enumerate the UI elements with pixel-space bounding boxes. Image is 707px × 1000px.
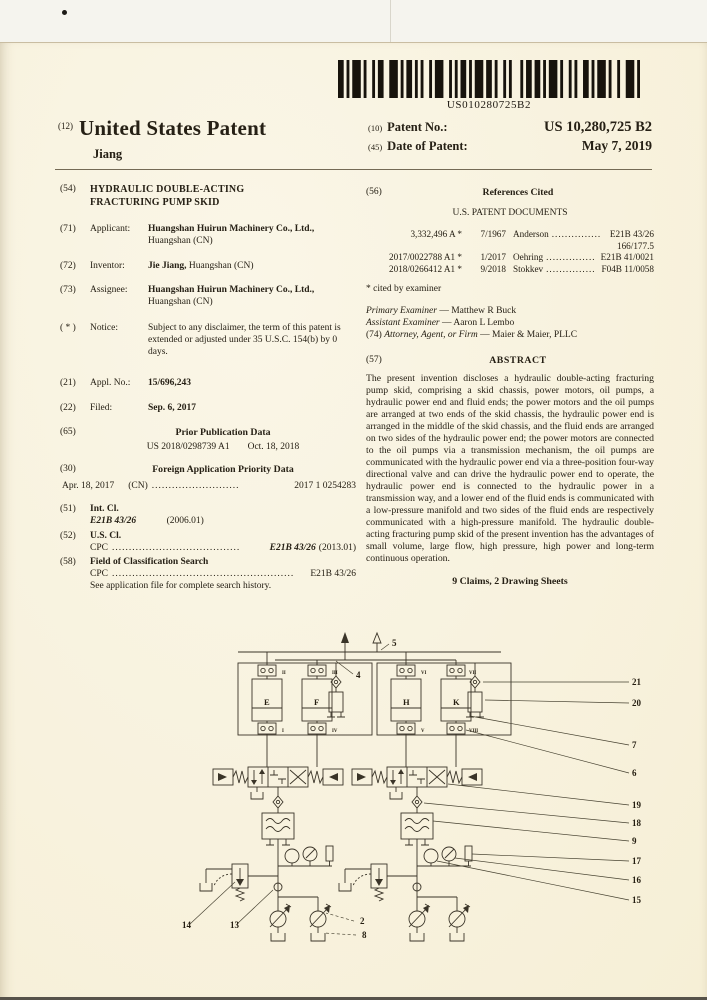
callout-9: 9 — [632, 836, 637, 846]
references-column — [366, 184, 654, 589]
patent-date-row — [368, 138, 652, 154]
callout-5: 5 — [392, 638, 397, 648]
reference-row: 2018/0266412 A1 * 9/2018 Stokkev ............... F04B 11/0058 — [389, 263, 654, 274]
search-heading: Field of Classification Search — [90, 557, 209, 568]
priority-date: Apr. 18, 2017 — [62, 481, 115, 492]
search-cpc-label: CPC — [90, 569, 108, 580]
header-rule — [55, 169, 652, 170]
valve-numeral: IV — [332, 729, 338, 734]
reference-row-continuation: 166/177.5 — [616, 240, 654, 251]
valve-numeral: II — [282, 671, 286, 676]
cylinder-label-H: H — [403, 697, 410, 707]
invention-title-line2: FRACTURING PUMP SKID — [90, 196, 220, 208]
bibliographic-column — [60, 184, 356, 593]
cylinder-label-E: E — [264, 697, 270, 707]
abstract-text: The present invention discloses a hydraulic double-acting fracturing pump skid, comprising a skid chassis, power motors, oil pumps, a hydraulic power end and fluid ends; the power motors and the oil pumps are arranged at two ends of the skid chassis, the hydraulic power end is arranged in the middle of the skid chassis, and the fluid ends are arranged on two sides of the hydraulic power end; the power motors are connected to the oil pumps via a transmission mechanism, the oil pumps are communicated with the hydraulic power end via a three-position four-way directional valve and can drive the hydraulic power end to operate, the hydraulic power end is connected to the hydraulic power in a transmission way, and a lower end of the fluid ends is communicated with a low-pressure manifold and two sides of the fluid ends are respectively communicated with a high-pressure manifold. The hydraulic double-acting fracturing pump skid of the present invention has the advantages of small volume, large flow, high pressure, high power and long-term continuous operation. — [366, 372, 654, 565]
int-cl-version: (2006.01) — [166, 515, 204, 526]
applicant-name: Huangshan Huirun Machinery Co., Ltd., — [148, 224, 315, 234]
valve-numeral: V — [421, 729, 425, 734]
field-22-filed: (22) Filed: Sep. 6, 2017 — [60, 403, 356, 415]
primary-examiner: Primary Examiner — Matthew R Buck — [366, 305, 517, 316]
cpc-label: CPC — [90, 542, 108, 553]
assignee-label: Assignee: — [90, 284, 128, 295]
callout-6: 6 — [632, 768, 637, 778]
references-heading: References Cited — [482, 187, 554, 198]
foreign-priority-heading: Foreign Application Priority Data — [152, 463, 294, 475]
field-74-attorney: (74) Attorney, Agent, or Firm — Maier & Maier, PLLC — [366, 329, 578, 340]
assignee-location: Huangshan (CN) — [148, 296, 213, 307]
patent-no-value: US 10,280,725 B2 — [544, 119, 652, 135]
filed-value: Sep. 6, 2017 — [148, 402, 197, 413]
field-30-foreign-priority: (30) Foreign Application Priority Data — [60, 464, 356, 476]
date-label: Date of Patent: — [387, 139, 468, 153]
page-title: United States Patent — [79, 116, 267, 140]
us-cl-class: E21B 43/26 — [269, 542, 316, 553]
reference-row: 2017/0022788 A1 * 1/2017 Oehring ............... E21B 41/0021 — [389, 252, 654, 263]
applicant-location: Huangshan (CN) — [148, 235, 213, 246]
valve-numeral: VI — [421, 671, 427, 676]
supply-bus-lines — [238, 632, 501, 660]
us-cl-version: (2013.01) — [318, 542, 356, 553]
inventor-label: Inventor: — [90, 260, 125, 271]
callout-4: 4 — [356, 670, 361, 680]
valve-numeral: VII — [469, 671, 477, 676]
field-65-prior-pub: (65) Prior Publication Data US 2018/0298739 A1 Oct. 18, 2018 — [60, 427, 356, 454]
inventor-surname: Jiang — [93, 147, 123, 161]
kind-code: (12) — [58, 121, 73, 131]
callout-leader-lines — [190, 644, 629, 935]
callout-7: 7 — [632, 740, 637, 750]
barcode — [338, 60, 640, 98]
prior-pub-heading: Prior Publication Data — [175, 426, 271, 438]
pub-date: Oct. 18, 2018 — [247, 441, 300, 452]
priority-country: (CN) — [128, 481, 148, 492]
callout-20: 20 — [632, 698, 641, 708]
field-73-assignee: (73) Assignee: Huangshan Huirun Machinery Co., Ltd., Huangshan (CN) — [60, 284, 315, 307]
field-51-int-cl: (51) Int. Cl. E21B 43/26 (2006.01) — [60, 503, 204, 526]
field-notice: ( * ) Notice: Subject to any disclaimer, the term of this patent is extended or adjusted under 35 U.S.C. 154(b) by 0 days. — [60, 323, 356, 359]
callout-18: 18 — [632, 818, 641, 828]
callout-13: 13 — [230, 920, 239, 930]
appl-no-label: Appl. No.: — [90, 378, 131, 388]
paper-crease — [390, 0, 391, 42]
notice-text: Subject to any disclaimer, the term of this patent is extended or adjusted under 35 U.S.C. 154(b) by 0 days. — [148, 323, 341, 358]
patent-identity — [368, 119, 652, 156]
leader-dots: .......................... — [151, 481, 240, 492]
figure-text-labels — [182, 638, 642, 940]
priority-number: 2017 1 0254283 — [294, 481, 356, 492]
field-21-appl-no: (21) Appl. No.: 15/696,243 — [60, 378, 356, 390]
foreign-priority-entry — [60, 481, 356, 493]
assistant-examiner: Assistant Examiner — Aaron L Lembo — [366, 317, 515, 328]
patent-no-code: (10) — [368, 123, 383, 133]
field-57-abstract: (57) ABSTRACT — [366, 355, 654, 367]
callout-17: 17 — [632, 856, 641, 866]
int-cl-class: E21B 43/26 — [90, 515, 137, 526]
int-cl-heading: Int. Cl. — [90, 503, 119, 514]
inventor-name: Jie Jiang, — [148, 260, 187, 271]
pump-unit-right — [339, 652, 511, 941]
filed-label: Filed: — [90, 402, 113, 413]
reference-row: 3,332,496 A * 7/1967 Anderson ............... E21B 43/26 — [410, 229, 654, 240]
callout-21: 21 — [632, 677, 641, 687]
field-52-us-cl: (52) U.S. Cl. CPC ...................................... E21B 43/26 (2013.01) — [60, 530, 356, 553]
patent-number-row — [368, 119, 652, 136]
callout-19: 19 — [632, 800, 641, 810]
cited-by-examiner-note: * cited by examiner — [366, 284, 442, 295]
cylinder-label-K: K — [453, 697, 460, 707]
callout-14: 14 — [182, 920, 191, 930]
notice-label: Notice: — [90, 323, 118, 334]
callout-16: 16 — [632, 875, 641, 885]
patent-figure-schematic — [140, 630, 660, 960]
callout-15: 15 — [632, 895, 641, 905]
applicant-label: Applicant: — [90, 224, 131, 234]
date-code: (45) — [368, 142, 383, 152]
field-54-title: (54) HYDRAULIC DOUBLE-ACTING FRACTURING PUMP SKID — [60, 184, 245, 208]
cylinder-label-F: F — [314, 697, 320, 707]
valve-numeral: I — [282, 729, 284, 734]
appl-no-value: 15/696,243 — [148, 378, 192, 388]
valve-numeral: VIII — [469, 729, 479, 734]
abstract-heading: ABSTRACT — [489, 354, 547, 366]
pub-number: US 2018/0298739 A1 — [146, 441, 230, 452]
field-58-search: (58) Field of Classification Search CPC ...................................................... E21B 43/26 See application file for complete search history. — [60, 557, 356, 592]
us-patent-docs-heading: U.S. PATENT DOCUMENTS — [452, 208, 568, 219]
assignee-name: Huangshan Huirun Machinery Co., Ltd., — [148, 284, 315, 295]
field-56-references: (56) References Cited — [366, 187, 654, 199]
date-value: May 7, 2019 — [581, 138, 652, 153]
scan-dot-artifact — [62, 10, 67, 15]
document-kind — [58, 116, 266, 141]
callout-2: 2 — [360, 916, 365, 926]
inventor-location: Huangshan (CN) — [188, 260, 254, 271]
valve-numeral: III — [332, 671, 338, 676]
search-class: E21B 43/26 — [310, 569, 356, 580]
barcode-bars — [338, 60, 640, 98]
invention-title-line1: HYDRAULIC DOUBLE-ACTING — [90, 184, 245, 195]
pump-unit-left — [200, 652, 372, 941]
patent-no-label: Patent No.: — [387, 120, 448, 134]
search-note: See application file for complete search history. — [90, 581, 272, 592]
us-cl-heading: U.S. Cl. — [90, 530, 122, 541]
callout-8: 8 — [362, 930, 367, 940]
field-71-applicant: (71) Applicant: Huangshan Huirun Machinery Co., Ltd., Huangshan (CN) — [60, 224, 315, 246]
barcode-number: US010280725B2 — [446, 99, 532, 111]
field-72-inventor: (72) Inventor: Jie Jiang, Huangshan (CN) — [60, 260, 254, 271]
claims-line: 9 Claims, 2 Drawing Sheets — [452, 576, 568, 588]
scanner-top-margin — [0, 0, 707, 43]
